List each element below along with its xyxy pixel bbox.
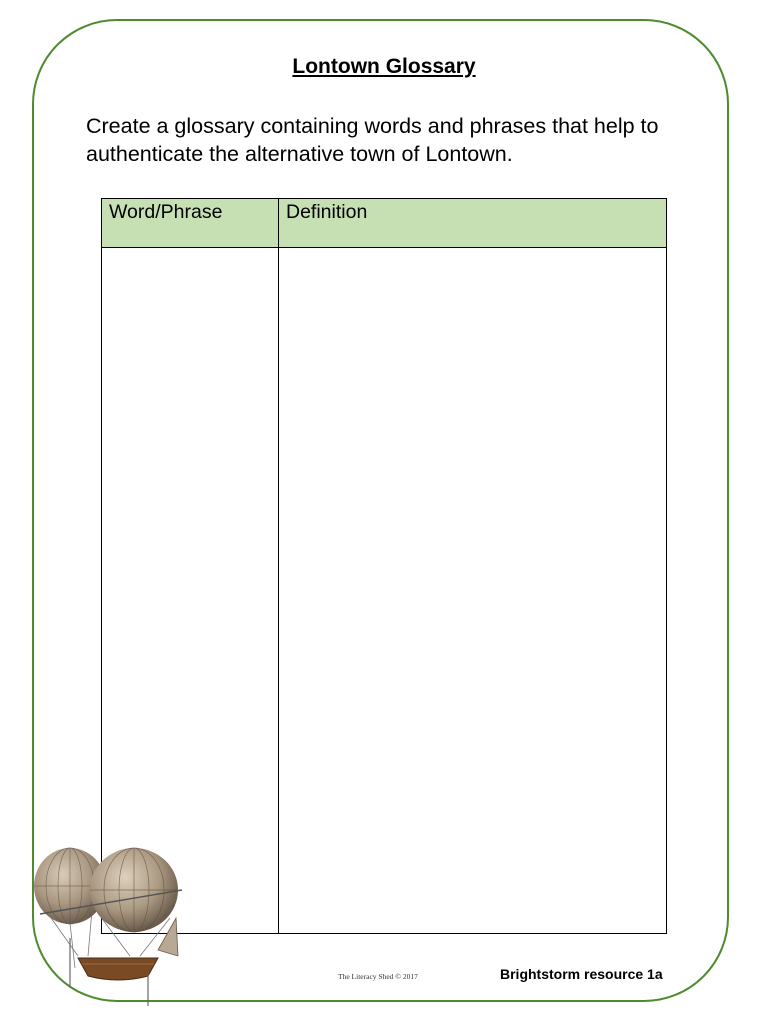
- table-header-row: [102, 199, 667, 248]
- header-word-phrase: Word/Phrase: [102, 199, 279, 248]
- airship-balloon-image: [30, 838, 190, 1010]
- table-row: [102, 248, 667, 934]
- resource-label: Brightstorm resource 1a: [500, 966, 663, 982]
- page-title: Lontown Glossary: [292, 55, 476, 78]
- copyright-text: The Literacy Shed © 2017: [338, 972, 418, 981]
- definition-cell[interactable]: [279, 248, 667, 934]
- instructions-text: Create a glossary containing words and phrases that help to authenticate the alternative town of Lontown.: [86, 114, 659, 166]
- glossary-table: [101, 198, 667, 934]
- word-phrase-cell[interactable]: [102, 248, 279, 934]
- header-definition: Definition: [279, 199, 667, 248]
